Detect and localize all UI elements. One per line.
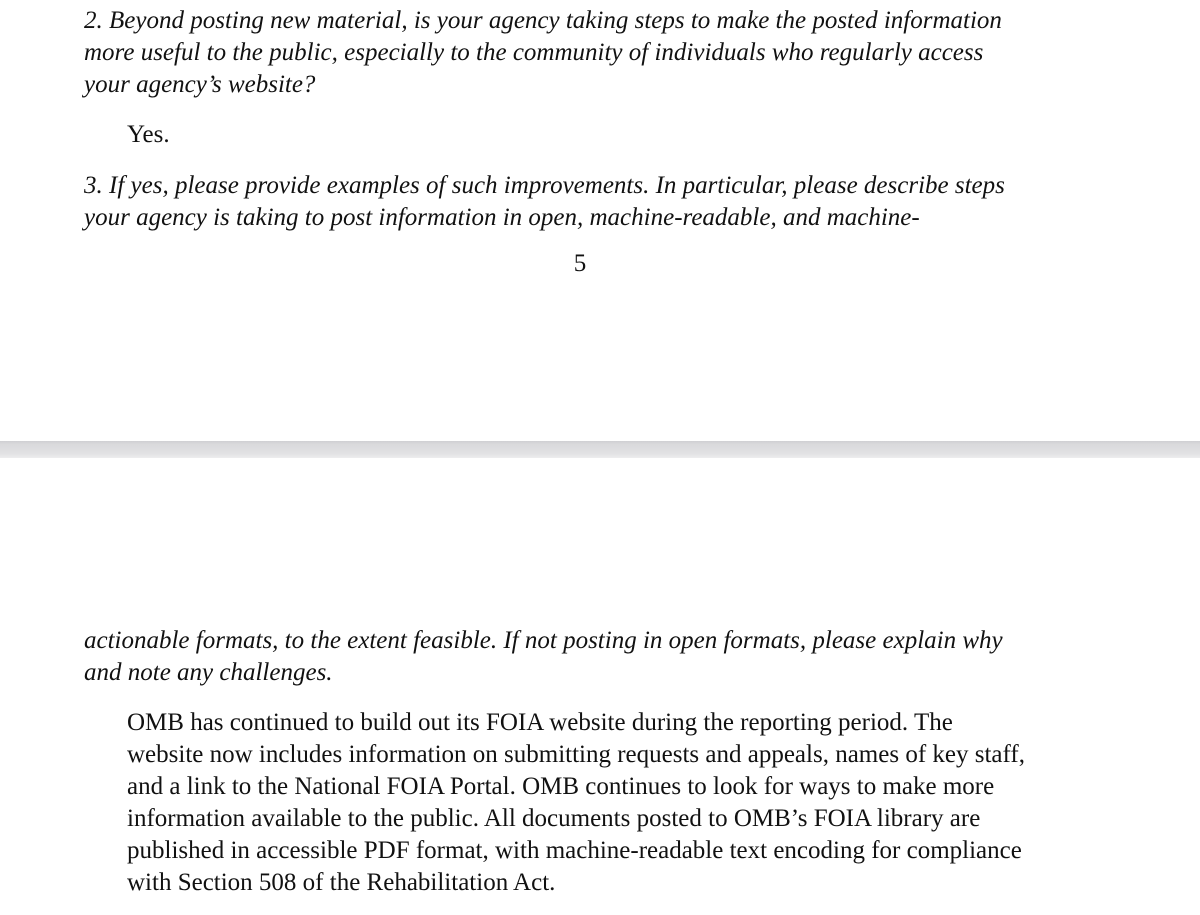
answer-3-line: with Section 508 of the Rehabilitation Act. <box>127 869 556 896</box>
question-3-line: 3. If yes, please provide examples of such improvements. In particular, please describe steps <box>84 172 1005 199</box>
page-number: 5 <box>573 250 587 277</box>
question-2-line: 2. Beyond posting new material, is your agency taking steps to make the posted information <box>84 7 1002 34</box>
answer-3-line: website now includes information on submitting requests and appeals, names of key staff, <box>127 741 1025 768</box>
document-page-6 <box>0 458 1200 915</box>
question-3-line: actionable formats, to the extent feasible. If not posting in open formats, please explain why <box>84 627 1003 654</box>
answer-3-line: OMB has continued to build out its FOIA website during the reporting period. The <box>127 709 953 736</box>
document-page-5 <box>0 0 1200 441</box>
page-separator <box>0 441 1200 458</box>
question-3-line: and note any challenges. <box>84 659 333 686</box>
answer-3-line: information available to the public. All documents posted to OMB’s FOIA library are <box>127 805 981 832</box>
answer-3-line: and a link to the National FOIA Portal. OMB continues to look for ways to make more <box>127 773 995 800</box>
question-2-line: your agency’s website? <box>84 71 316 98</box>
answer-3-line: published in accessible PDF format, with machine-readable text encoding for compliance <box>127 837 1022 864</box>
question-3-line: your agency is taking to post information in open, machine-readable, and machine- <box>84 204 920 231</box>
answer-2: Yes. <box>127 121 170 148</box>
question-2-line: more useful to the public, especially to the community of individuals who regularly access <box>84 39 984 66</box>
